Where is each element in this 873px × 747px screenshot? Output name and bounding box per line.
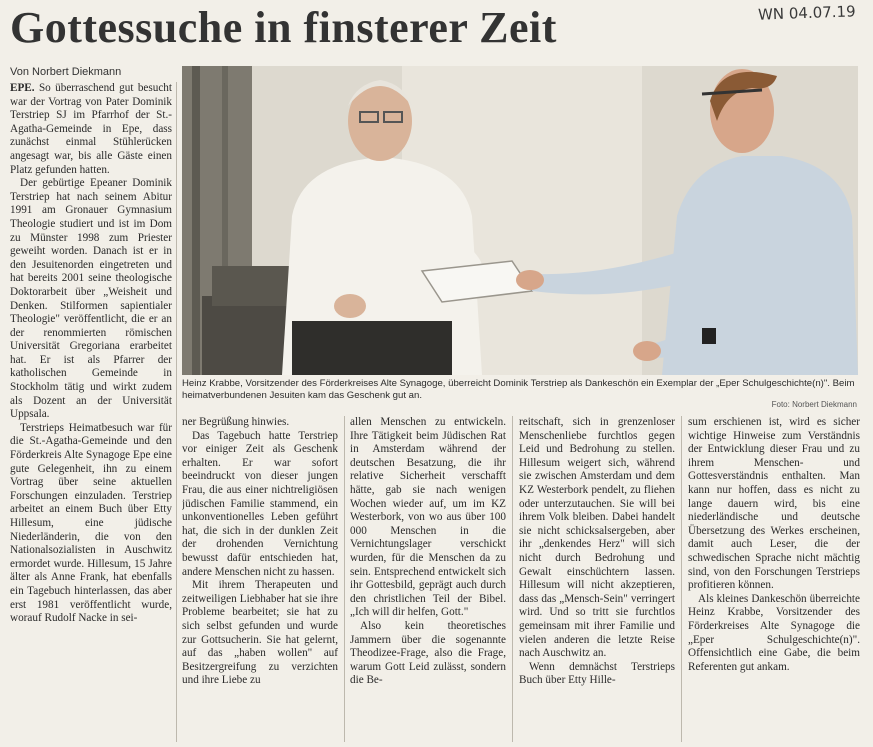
article-paragraph	[182, 579, 338, 688]
column-rule	[512, 416, 513, 742]
paragraph-text: Der gebürtige Epeaner Dominik Terstriep hat nach seinem Abitur 1991 am Gronauer Gymnasium Theologie studiert und ist im Dom zu Münster 1998 zum Priester geweiht worden. Danach ist er in den Jesuitenorden eingetreten und hat bereits 2001 seine theologische Doktorarbeit über „Weisheit und Denken. Stilformen sapientialer Theologie" veröffentlicht, die er an der renommierten römischen Universität Gregoriana erarbeitet hat. Er ist als Pfarrer der katholischen Gemeinde in Stockholm tätig und wirkt zudem als Dozent an der Universität Uppsala.	[10, 177, 172, 421]
column-rule	[176, 82, 177, 742]
article-column-3	[350, 416, 506, 744]
paragraph-text: Das Tagebuch hatte Terstriep vor einiger Zeit als Geschenk erhalten. Er war sofort beeindruckt von dieser jungen Frau, die aus einer nichtreligiösen jüdischen Familie stammend, ein unkonventionelles Leben geführt hat, die sich in der dunklen Zeit der drohenden Vernichtung bewusst dafür entschieden hat, andere Menschen nicht zu hassen.	[182, 429, 338, 578]
article-paragraph	[688, 416, 860, 593]
paragraph-text: allen Menschen zu entwickeln. Ihre Tätigkeit beim Jüdischen Rat in Amsterdam während der deutschen Besatzung, die ihr relative Sicherheit verschafft hätte, gab sie nach wenigen Wochen wieder auf, um im KZ Westerbork, von wo aus über 100 000 Menschen in die Vernichtungslager verschickt wurden, für die Menschen da zu sein. Entsprechend entwickelt sich ihr Gottesbild, geprägt auch durch den christlichen Teil der Bibel. „Ich will dir helfen, Gott."	[350, 416, 506, 619]
column-rule	[344, 416, 345, 742]
paragraph-text: sum erschienen ist, wird es sicher wichtige Hinweise zum Verständnis der Entwicklung dieser Frau und zu ihrem Menschen- und Gottesverständnis enthalten. Man kann nur hoffen, dass es nicht zu lange dauern wird, bis eine niederländische und deutsche Übersetzung des Werkes erscheinen, damit auch Leser, die der schwedischen Sprache nicht mächtig sind, von den Forschungen Terstrieps profitieren können.	[688, 416, 860, 592]
paragraph-text: So überraschend gut besucht war der Vortrag von Pater Dominik Terstriep SJ im Pfarrhof der St.-Agatha-Gemeinde in Epe, dass zunächst einmal Stühlerücken angesagt war, bis alle Gäste einen Platz gefunden hatten.	[10, 82, 172, 176]
photo-credit: Foto: Norbert Diekmann	[771, 400, 857, 409]
article-paragraph	[10, 177, 172, 422]
paragraph-text: Als kleines Dankeschön überreichte Heinz Krabbe, Vorsitzender des Förderkreises Alte Synagoge die „Eper Schulgeschichte(n)". Offensichtlich eine Gabe, die beim Referenten gut ankam.	[688, 592, 860, 673]
paragraph-text: Mit ihrem Therapeuten und zeitweiligen Liebhaber hat sie ihre Probleme bearbeitet; sie hat zu sich selbst gefunden und wurde zur Gottsucherin. Sie hat gelernt, auf das „haben wollen" auf Besitzergreifung zu verzichten und ihre Liebe zu	[182, 579, 338, 687]
article-column-4	[519, 416, 675, 744]
headline: Gottessuche in finsterer Zeit	[10, 3, 557, 52]
dateline: EPE.	[10, 82, 35, 94]
article-paragraph	[10, 82, 172, 177]
article-paragraph	[688, 593, 860, 675]
article-column-2	[182, 416, 338, 744]
article-column-1	[10, 82, 172, 742]
paragraph-text: Terstrieps Heimatbesuch war für die St.-Agatha-Gemeinde und den Förderkreis Alte Synagoge Epe eine gute Gelegenheit, ihn zu einem Vortrag über seine aktuellen Forschungen einzuladen. Terstriep arbeitet an einem Buch über Etty Hillesum, eine jüdische Niederländerin, die von den Nationalsozialisten in Auschwitz ermordet wurde. Hillesum, 15 Jahre älter als Anne Frank, hat ebenfalls ein Tagebuch hinterlassen, das aber erst 1981 veröffentlicht wurde, worauf Rudolf Nacke in sei-	[10, 421, 172, 625]
article-paragraph	[10, 422, 172, 626]
column-rule	[681, 416, 682, 742]
paragraph-text: reitschaft, sich in grenzenloser Menschenliebe furchtlos gegen Leid und Bedrohung zu stellen. Hillesum weigert sich, während sie zwischen Amsterdam und dem KZ Westerbork pendelt, zu fliehen oder unterzutauchen. Sie will bei ihrem Volk bleiben. Dabei handelt sie nicht schicksalsergeben, aber ihr „denkendes Herz" will sich nicht durch Bedrohung und Gewalt einschüchtern lassen. Hillesum will nicht akzeptieren, dass das „Mensch-Sein" verringert wird. Und so tritt sie furchtlos gemeinsam mit ihrer Familie und vielen anderen die letzte Reise nach Auschwitz an.	[519, 416, 675, 660]
photo-illustration	[182, 66, 858, 375]
byline: Von Norbert Diekmann	[10, 66, 122, 78]
paragraph-text: Wenn demnächst Terstrieps Buch über Etty Hille-	[519, 660, 675, 687]
article-paragraph	[350, 416, 506, 620]
paragraph-text: Also kein theoretisches Jammern über die sogenannte Theodizee-Frage, also die Frage, warum Gott Leid zulässt, sondern die Be-	[350, 619, 506, 687]
article-paragraph	[182, 430, 338, 580]
paragraph-text: ner Begrüßung hinwies.	[182, 416, 290, 428]
photo-caption: Heinz Krabbe, Vorsitzender des Förderkreises Alte Synagoge, überreicht Dominik Terstriep als Dankeschön ein Exemplar der „Eper Schulgeschichte(n)". Beim heimatverbundenen Jesuiten kam das Geschenk gut an.	[182, 378, 855, 401]
article-photo	[182, 66, 858, 375]
article-paragraph	[182, 416, 338, 430]
article-paragraph	[350, 620, 506, 688]
handwritten-date-note: WN 04.07.19	[757, 2, 856, 24]
article-paragraph	[519, 661, 675, 688]
article-column-5	[688, 416, 860, 744]
article-paragraph	[519, 416, 675, 661]
